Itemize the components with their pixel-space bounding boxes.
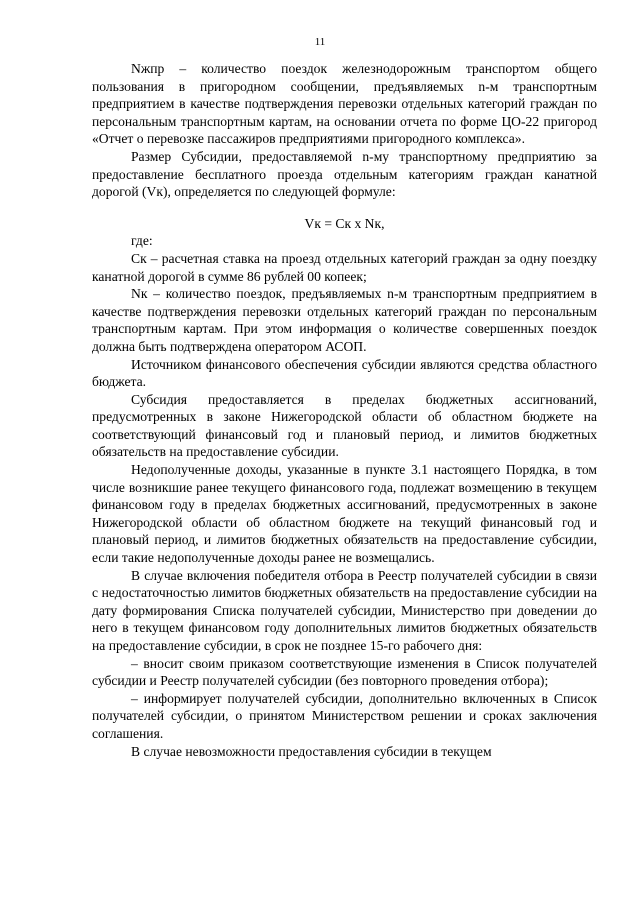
paragraph-sk-definition: Ск – расчетная ставка на проезд отдельных категорий граждан за одну поездку канатной дорогой в сумме 86 рублей 00 копеек; (92, 250, 597, 284)
paragraph-impossibility: В случае невозможности предоставления субсидии в текущем (131, 743, 492, 759)
paragraph-nk-definition: Nк – количество поездок, предъявляемых n-м транспортным предприятием в качестве подтверждения перевозки отдельных категорий граждан по персональным транспортным картам. При этом информация о количестве совершенных поездок должна быть подтверждена оператором АСОП. (92, 286, 597, 354)
page-number: 11 (314, 36, 326, 48)
paragraph-nzhpr-definition: Nжпр – количество поездок железнодорожным транспортом общего пользования в пригородном сообщении, предъявляемых n-м транспортным предприятием в качестве подтверждения перевозки отдельных категорий граждан по персональным транспортным картам, на основании отчета по форме ЦО-22 пригород «Отчет о перевозке пассажиров предприятиями пригородного комплекса». (92, 61, 597, 147)
paragraph-budget-limits: Субсидия предоставляется в пределах бюджетных ассигнований, предусмотренных в законе Нижегородской области об областном бюджете на соответствующий финансовый год и плановый период, и лимитов бюджетных обязательств на предоставление субсидии. (92, 391, 597, 460)
formula: Vк = Ск х Nк, (304, 215, 385, 231)
paragraph-registry-inclusion: В случае включения победителя отбора в Реестр получателей субсидии в связи с недостаточностью лимитов бюджетных обязательств на предоставление субсидии на дату формирования Списка получателей субсидии, Министерство при доведении до него в текущем финансовом году дополнительных лимитов бюджетных обязательств на предоставление субсидии, в срок не позднее 15-го рабочего дня: (92, 567, 597, 653)
list-item-amend-list: – вносит своим приказом соответствующие изменения в Список получателей субсидии и Реестр получателей субсидии (без повторного проведения отбора); (92, 655, 597, 689)
paragraph-funding-source: Источником финансового обеспечения субсидии являются средства областного бюджета. (92, 356, 597, 390)
document-body (92, 60, 597, 760)
paragraph-subsidy-size: Размер Субсидии, предоставляемой n-му транспортному предприятию за предоставление бесплатного проезда отдельным категориям граждан канатной дорогой (Vк), определяется по следующей формуле: (92, 148, 597, 200)
paragraph-where: где: (131, 233, 153, 249)
list-item-inform-recipients: – информирует получателей субсидии, дополнительно включенных в Список получателей субсидии, о принятом Министерством решении и сроках заключения соглашения. (92, 690, 597, 741)
paragraph-lost-income: Недополученные доходы, указанные в пункте 3.1 настоящего Порядка, в том числе возникшие ранее текущего финансового года, подлежат возмещению в текущем финансовом году в пределах бюджетных ассигнований, предусмотренных в законе Нижегородской области об областном бюджете на текущий финансовый год и плановый период, и лимитов бюджетных обязательств на предоставление субсидии, если такие недополученные доходы ранее не возмещались. (92, 462, 597, 566)
